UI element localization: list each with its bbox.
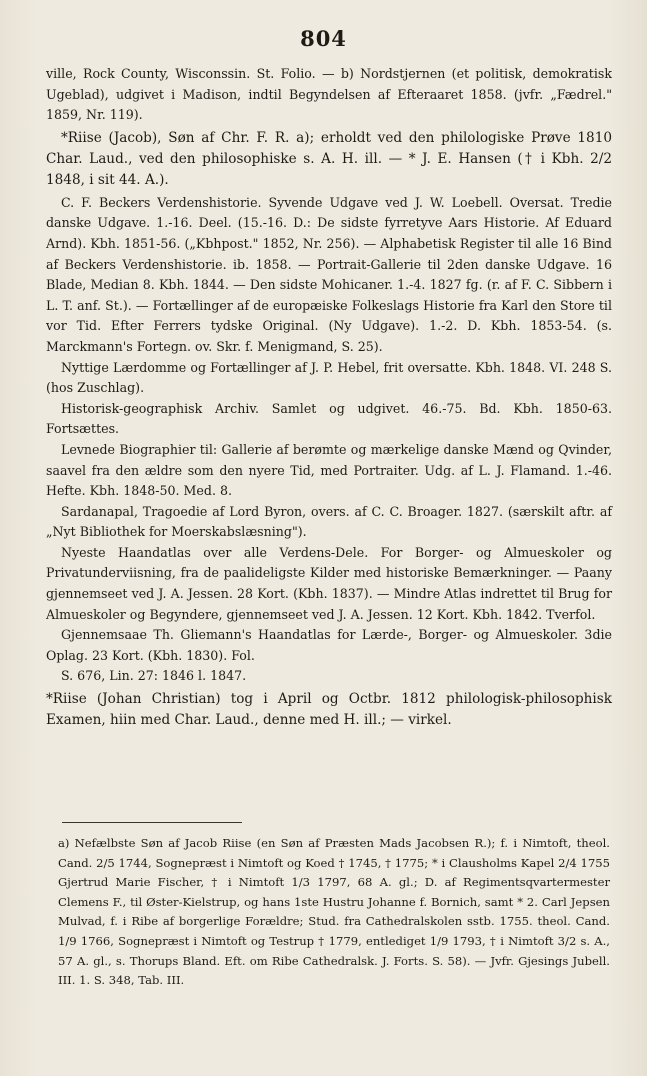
entry-riise-johan: *Riise (Johan Christian) tog i April og Octbr. 1812 philologisk-philosophisk Examen, hiin med Char. Laud., denne med H. ill.; — virkel.	[46, 691, 612, 729]
entry-hebel: Nyttige Lærdomme og Fortællinger af J. P. Hebel, frit oversatte. Kbh. 1848. VI. 248 S. (hos Zuschlag).	[46, 359, 612, 396]
entry-continuation: ville, Rock County, Wisconssin. St. Folio. — b) Nordstjernen (et politisk, demokratisk Ugeblad), udgivet i Madison, indtil Begyndelsen af Efteraaret 1858. (jvfr. „Fædrel." 1859, Nr. 119).	[46, 66, 612, 123]
entry-correction: S. 676, Lin. 27: 1846 l. 1847.	[61, 668, 247, 684]
footnotes	[58, 834, 610, 991]
entry-archiv: Historisk-geographisk Archiv. Samlet og udgivet. 46.-75. Bd. Kbh. 1850-63. Fortsættes.	[46, 400, 612, 437]
entry-haandatlas: Nyeste Haandatlas over alle Verdens-Dele. For Borger- og Almueskoler og Privatunderviisning, fra de paalideligste Kilder med historiske Bemærkninger. — Paany gjennemseet ved J. A. Jessen. 28 Kort. (Kbh. 1837). — Mindre Atlas indrettet til Brug for Almueskoler og Begyndere, gjennemseet ved J. A. Jessen. 12 Kort. Kbh. 1842. Tverfol.	[46, 544, 612, 622]
entry-gliemann: Gjennemsaae Th. Gliemann's Haandatlas for Lærde-, Borger- og Almueskoler. 3die Oplag. 23 Kort. (Kbh. 1830). Fol.	[46, 627, 612, 663]
footnote-a: a) Nefælbste Søn af Jacob Riise (en Søn af Præsten Mads Jacobsen R.); f. i Nimtoft, theol. Cand. 2/5 1744, Sognepræst i Nimtoft og Koed † 1745, † 1775; * i Clausholms Kapel 2/4 1755 Gjertrud Marie Fischer, † i Nimtoft 1/3 1797, 68 A. gl.; D. af Regimentsqvartermester Clemens F., til Øster-Kielstrup, og hans 1ste Hustru Johanne f. Bornich, samt * 2. Carl Jepsen Mulvad, f. i Ribe af borgerlige Forældre; Stud. fra Cathedralskolen sstb. 1755. theol. Cand. 1/9 1766, Sognepræst i Nimtoft og Testrup † 1779, entlediget 1/9 1793, † i Nimtoft 3/2 s. A., 57 A. gl., s. Thorups Bland. Eft. om Ribe Cathedralsk. J. Forts. S. 58). — Jvfr. Gjesings Jubell. III. 1. S. 348, Tab. III.	[58, 836, 610, 988]
entry-riise-jacob: *Riise (Jacob), Søn af Chr. F. R. a); erholdt ved den philologiske Prøve 1810 Char. Laud., ved den philosophiske s. A. H. ill. — * J. E. Hansen († i Kbh. 2/2 1848, i sit 44. A.).	[46, 129, 612, 188]
page-number: 804	[300, 26, 347, 51]
main-text	[46, 64, 612, 731]
entry-sardanapal: Sardanapal, Tragoedie af Lord Byron, overs. af C. C. Broager. 1827. (særskilt aftr. af „Nyt Bibliothek for Moerskabslæsning").	[46, 503, 612, 540]
footnote-divider	[62, 822, 242, 823]
entry-becker-verdenshistorie: C. F. Beckers Verdenshistorie. Syvende Udgave ved J. W. Loebell. Oversat. Tredie danske Udgave. 1.-16. Deel. (15.-16. D.: De sidste fyrretyve Aars Historie. Af Eduard Arnd). Kbh. 1851-56. („Kbhpost." 1852, Nr. 256). — Alphabetisk Register til alle 16 Bind af Beckers Verdenshistorie. ib. 1858. — Portrait-Gallerie til 2den danske Udgave. 16 Blade, Median 8. Kbh. 1844. — Den sidste Mohicaner. 1.-4. 1827 fg. (r. af F. C. Sibbern i L. T. anf. St.). — Fortællinger af de europæiske Folkeslags Historie fra Karl den Store til vor Tid. Efter Ferrers tydske Original. (Ny Udgave). 1.-2. D. Kbh. 1853-54. (s. Marckmann's Fortegn. ov. Skr. f. Menigmand, S. 25).	[46, 194, 612, 354]
entry-biographier: Levnede Biographier til: Gallerie af berømte og mærkelige danske Mænd og Qvinder, saavel fra den ældre som den nyere Tid, med Portraiter. Udg. af L. J. Flamand. 1.-46. Hefte. Kbh. 1848-50. Med. 8.	[46, 441, 612, 499]
